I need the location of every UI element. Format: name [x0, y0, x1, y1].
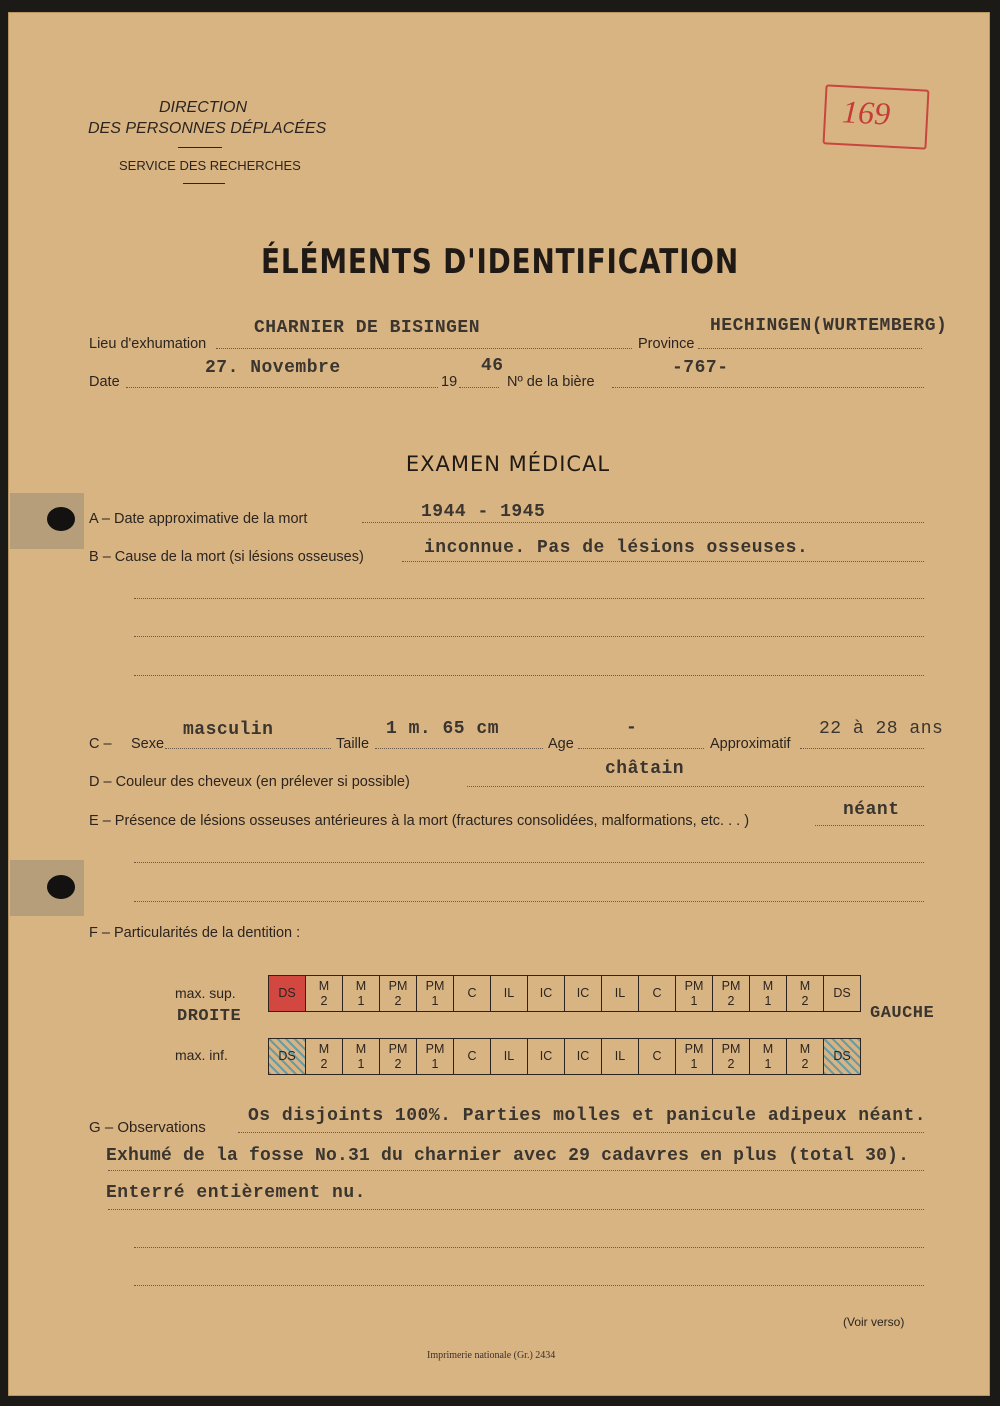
year-line [459, 387, 499, 388]
taille-value: 1 m. 65 cm [386, 719, 500, 739]
tooth-number: 1 [764, 993, 772, 1008]
tooth-number: 1 [357, 1056, 365, 1071]
upper-tooth-9 [565, 976, 602, 1011]
printer-imprint: Imprimerie nationale (Gr.) 2434 [427, 1350, 556, 1361]
tooth-code: M [355, 978, 367, 993]
province-value: HECHINGEN(WURTEMBERG) [710, 316, 948, 336]
lower-tooth-13 [713, 1039, 750, 1074]
upper-tooth-8 [528, 976, 565, 1011]
lower-teeth-chart [268, 1038, 861, 1075]
age-value: - [626, 718, 638, 738]
header-rule-2 [183, 183, 225, 184]
tooth-number: 2 [801, 1056, 809, 1071]
tooth-number: 1 [690, 1056, 698, 1071]
stamp-number: 169 [841, 93, 892, 132]
upper-tooth-14 [750, 976, 787, 1011]
g-line-2 [108, 1170, 924, 1171]
e-label: E – Présence de lésions osseuses antérieures à la mort (fractures consolidées, malformations, etc. . . ) [89, 813, 750, 829]
g-line-5 [134, 1285, 924, 1286]
g-line-4 [134, 1247, 924, 1248]
tooth-number: 2 [801, 993, 809, 1008]
page-title: ÉLÉMENTS D'IDENTIFICATION [261, 242, 739, 282]
upper-tooth-13 [713, 976, 750, 1011]
observation-line-1: Os disjoints 100%. Parties molles et panicule adipeux néant. [248, 1106, 927, 1126]
lower-tooth-16 [824, 1039, 860, 1074]
approx-line [800, 748, 924, 749]
upper-tooth-4 [380, 976, 417, 1011]
province-label: Province [638, 336, 695, 352]
droite-label: DROITE [177, 1007, 242, 1026]
upper-tooth-3 [343, 976, 380, 1011]
d-label: D – Couleur des cheveux (en prélever si possible) [89, 774, 410, 790]
date-line [126, 387, 438, 388]
tooth-code: M [318, 978, 330, 993]
tooth-number: 1 [690, 993, 698, 1008]
header-rule-1 [178, 147, 222, 148]
a-line [362, 522, 924, 523]
tooth-number: 2 [394, 1056, 402, 1071]
date-label: Date [89, 374, 120, 390]
e-extra-line-2 [134, 901, 924, 902]
tooth-code: M [799, 1041, 811, 1056]
upper-tooth-16 [824, 976, 860, 1011]
e-value: néant [843, 800, 900, 820]
lower-tooth-12 [676, 1039, 713, 1074]
org-line-2: DES PERSONNES DÉPLACÉES [88, 120, 327, 137]
upper-tooth-5 [417, 976, 454, 1011]
lower-tooth-14 [750, 1039, 787, 1074]
observation-line-3: Enterré entièrement nu. [106, 1183, 366, 1203]
lieu-label: Lieu d'exhumation [89, 336, 207, 352]
tooth-code: PM [425, 978, 445, 993]
tooth-code: PM [425, 1041, 445, 1056]
tooth-number: 2 [727, 993, 735, 1008]
age-label: Age [548, 736, 574, 752]
tooth-number: 2 [320, 1056, 328, 1071]
tooth-code: C [652, 1049, 662, 1063]
lower-tooth-6 [454, 1039, 491, 1074]
tooth-code: DS [833, 1049, 851, 1063]
upper-teeth-chart [268, 975, 861, 1012]
g-line-1 [238, 1132, 924, 1133]
voir-verso: (Voir verso) [843, 1315, 905, 1329]
gauche-label: GAUCHE [870, 1004, 935, 1023]
service-name: SERVICE DES RECHERCHES [119, 158, 301, 173]
b-label: B – Cause de la mort (si lésions osseuses) [89, 549, 364, 565]
biere-label: Nº de la bière [507, 374, 595, 390]
biere-value: -767- [672, 358, 729, 378]
e-extra-line-1 [134, 862, 924, 863]
lower-tooth-2 [306, 1039, 343, 1074]
d-line [467, 786, 924, 787]
max-inf-label: max. inf. [175, 1047, 228, 1063]
lower-tooth-7 [491, 1039, 528, 1074]
b-line [402, 561, 924, 562]
upper-tooth-12 [676, 976, 713, 1011]
upper-tooth-15 [787, 976, 824, 1011]
tooth-code: PM [684, 978, 704, 993]
lower-tooth-8 [528, 1039, 565, 1074]
tooth-code: PM [388, 1041, 408, 1056]
punch-hole-bottom [47, 875, 75, 899]
max-sup-label: max. sup. [175, 985, 236, 1001]
province-line [698, 348, 922, 349]
tooth-number: 2 [727, 1056, 735, 1071]
b-value: inconnue. Pas de lésions osseuses. [424, 538, 809, 558]
lower-tooth-9 [565, 1039, 602, 1074]
lower-tooth-10 [602, 1039, 639, 1074]
approx-label: Approximatif [710, 736, 791, 752]
year-prefix: 19 [441, 374, 458, 390]
lieu-line [216, 348, 632, 349]
f-label: F – Particularités de la dentition : [89, 925, 301, 941]
tooth-number: 1 [357, 993, 365, 1008]
tooth-code: C [652, 986, 662, 1000]
taille-label: Taille [336, 736, 370, 752]
d-value: châtain [605, 759, 685, 779]
a-label: A – Date approximative de la mort [89, 511, 308, 527]
tooth-code: IL [503, 1049, 515, 1063]
tooth-code: DS [278, 986, 296, 1000]
year-value: 46 [481, 356, 504, 376]
lower-tooth-1 [269, 1039, 306, 1074]
c-prefix: C – [89, 736, 112, 752]
tooth-code: IL [503, 986, 515, 1000]
b-extra-line-1 [134, 598, 924, 599]
tooth-code: M [762, 978, 774, 993]
tooth-code: IC [539, 1049, 553, 1063]
tooth-code: M [318, 1041, 330, 1056]
tooth-code: IC [539, 986, 553, 1000]
g-label: G – Observations [89, 1119, 206, 1136]
upper-tooth-7 [491, 976, 528, 1011]
tooth-code: PM [721, 1041, 741, 1056]
b-extra-line-3 [134, 675, 924, 676]
file-number-stamp [823, 84, 930, 149]
lieu-value: CHARNIER DE BISINGEN [254, 318, 481, 338]
tooth-number: 1 [431, 1056, 439, 1071]
sexe-line [165, 748, 331, 749]
date-value: 27. Novembre [205, 358, 341, 378]
tooth-code: DS [833, 986, 851, 1000]
org-line-1: DIRECTION [159, 99, 247, 116]
lower-tooth-5 [417, 1039, 454, 1074]
b-extra-line-2 [134, 636, 924, 637]
biere-line [612, 387, 924, 388]
tooth-code: IC [576, 986, 590, 1000]
punch-hole-top [47, 507, 75, 531]
lower-tooth-11 [639, 1039, 676, 1074]
upper-tooth-2 [306, 976, 343, 1011]
e-line [815, 825, 924, 826]
upper-tooth-6 [454, 976, 491, 1011]
tooth-code: IL [614, 986, 626, 1000]
upper-tooth-10 [602, 976, 639, 1011]
tooth-code: PM [684, 1041, 704, 1056]
g-line-3 [108, 1209, 924, 1210]
lower-tooth-4 [380, 1039, 417, 1074]
sexe-label: Sexe [131, 736, 165, 752]
a-value: 1944 - 1945 [421, 502, 546, 522]
sexe-value: masculin [183, 720, 274, 740]
tooth-number: 2 [394, 993, 402, 1008]
approx-value: 22 à 28 ans [819, 719, 944, 739]
tooth-code: PM [721, 978, 741, 993]
tooth-code: M [762, 1041, 774, 1056]
upper-tooth-1 [269, 976, 306, 1011]
upper-tooth-11 [639, 976, 676, 1011]
tooth-code: PM [388, 978, 408, 993]
tooth-number: 1 [764, 1056, 772, 1071]
section-title: EXAMEN MÉDICAL [405, 452, 611, 476]
age-line [578, 748, 704, 749]
tooth-number: 1 [431, 993, 439, 1008]
tooth-code: IL [614, 1049, 626, 1063]
tooth-code: M [799, 978, 811, 993]
tooth-number: 2 [320, 993, 328, 1008]
lower-tooth-3 [343, 1039, 380, 1074]
tooth-code: C [467, 986, 477, 1000]
lower-tooth-15 [787, 1039, 824, 1074]
tooth-code: C [467, 1049, 477, 1063]
observation-line-2: Exhumé de la fosse No.31 du charnier avec 29 cadavres en plus (total 30). [106, 1146, 910, 1166]
tooth-code: DS [278, 1049, 296, 1063]
tooth-code: IC [576, 1049, 590, 1063]
taille-line [375, 748, 543, 749]
tooth-code: M [355, 1041, 367, 1056]
